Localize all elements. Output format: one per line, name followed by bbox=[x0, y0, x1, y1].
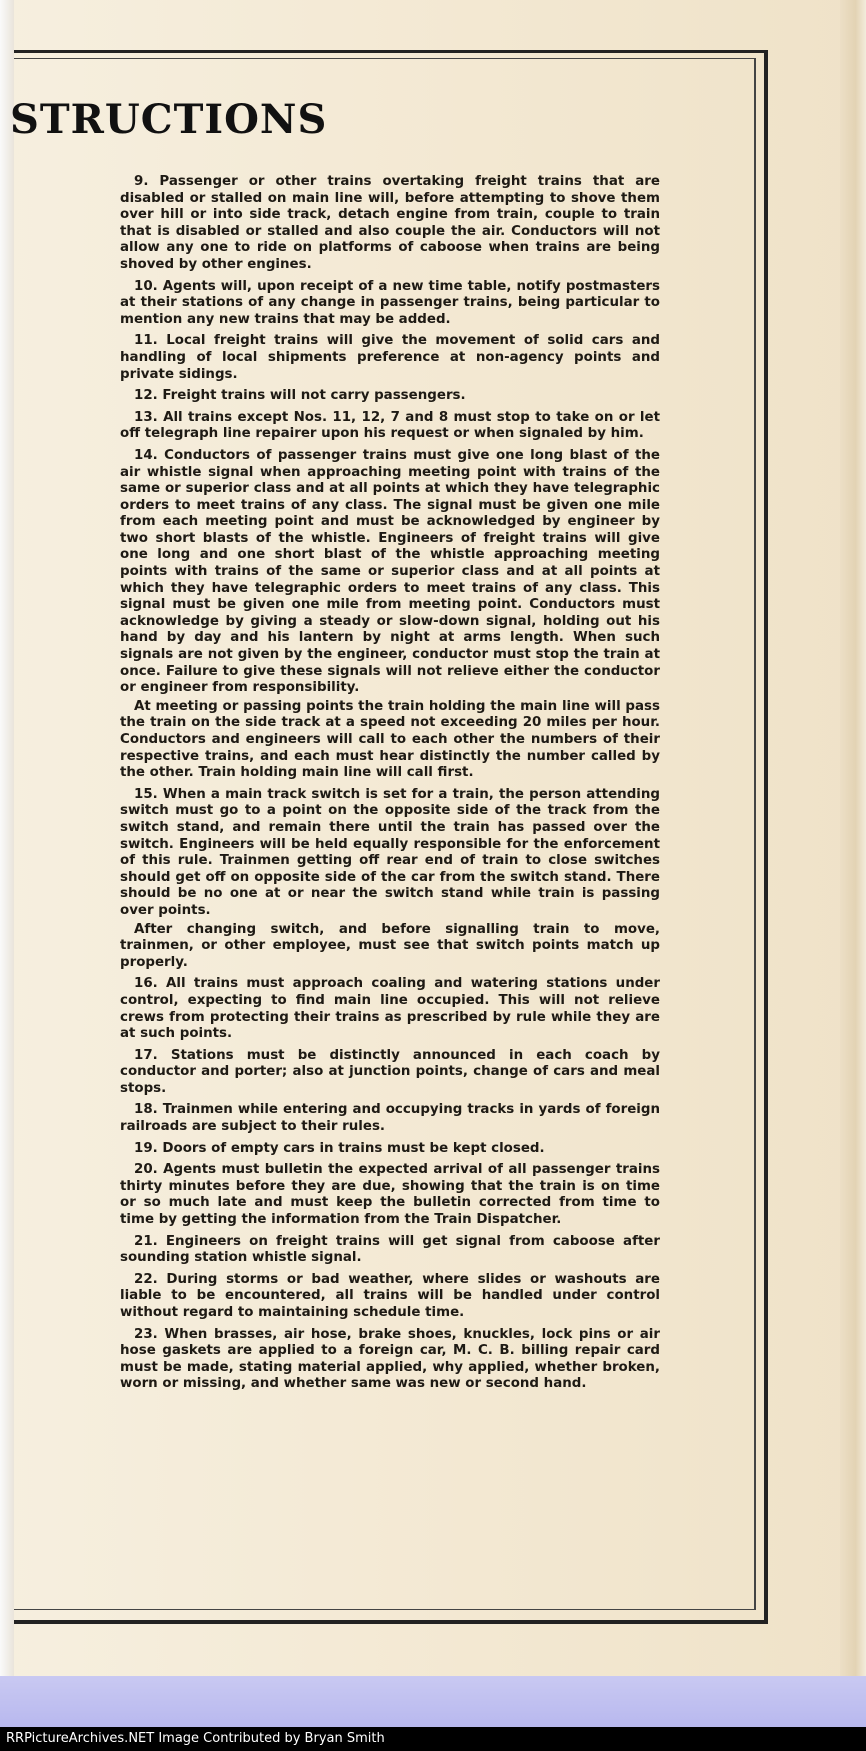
page-left-shadow bbox=[0, 0, 14, 1676]
rule-paragraph: After changing switch, and before signalling train to move, trainmen, or other employee, must see that switch points match up properly. bbox=[120, 921, 660, 970]
rules-text bbox=[120, 174, 660, 1398]
rule-paragraph: 10. Agents will, upon receipt of a new time table, notify postmasters at their stations of any change in passenger trains, being particular to mention any new trains that may be added. bbox=[120, 278, 660, 327]
rule-paragraph: 18. Trainmen while entering and occupying tracks in yards of foreign railroads are subject to their rules. bbox=[120, 1102, 660, 1135]
rule-paragraph: 19. Doors of empty cars in trains must be kept closed. bbox=[134, 1140, 545, 1156]
rule-paragraph: 14. Conductors of passenger trains must give one long blast of the air whistle signal when approaching meeting point with trains of the same or superior class and at all points at which they have telegraphic orders to meet trains of any class. The signal must be given one mile from each meeting point and must be acknowledged by engineer by two short blasts of the whistle. Engineers of freight trains will give one long and one short blast of the whistle approaching meeting points with trains of the same or superior class and at all points at which they have telegraphic orders to meet trains of any class. This signal must be given one mile from meeting point. Conductors must acknowledge by giving a steady or slow-down signal, holding out his hand by day and his lantern by night at arms length. When such signals are not given by the engineer, conductor must stop the train at once. Failure to give these signals will not relieve either the conductor or engineer from responsibility. bbox=[120, 447, 660, 696]
rule-paragraph: 16. All trains must approach coaling and watering stations under control, expecting to find main line occupied. This will not relieve crews from protecting their trains as prescribed by rule while they are at such points. bbox=[120, 976, 660, 1042]
rule-paragraph: At meeting or passing points the train holding the main line will pass the train on the side track at a speed not exceeding 20 miles per hour. Conductors and engineers will call to each other the numbers of their respective trains, and each must hear distinctly the number called by the other. Train holding main line will call first. bbox=[120, 698, 660, 781]
rule-paragraph: 15. When a main track switch is set for a train, the person attending switch must go to a point on the opposite side of the track from the switch stand, and remain there until the train has passed over the switch. Engineers will be held equally responsible for the enforcement of this rule. Trainmen getting off rear end of train to close switches should get off on opposite side of the car from the switch stand. There should be no one at or near the switch stand while train is passing over points. bbox=[120, 786, 660, 918]
rule-paragraph: 21. Engineers on freight trains will get signal from caboose after sounding station whistle signal. bbox=[120, 1233, 660, 1266]
image-credit: RRPictureArchives.NET Image Contributed by Bryan Smith bbox=[0, 1727, 866, 1751]
page-right-edge bbox=[840, 0, 866, 1676]
rule-paragraph: 12. Freight trains will not carry passengers. bbox=[134, 388, 466, 404]
rule-paragraph: 9. Passenger or other trains overtaking freight trains that are disabled or stalled on main line will, before attempting to shove them over hill or into side track, detach engine from train, couple to train that is disabled or stalled and also couple the air. Conductors will not allow any one to ride on platforms of caboose when trains are being shoved by other engines. bbox=[120, 174, 660, 272]
page-title: STRUCTIONS bbox=[10, 96, 328, 143]
rule-paragraph: 23. When brasses, air hose, brake shoes, knuckles, lock pins or air hose gaskets are applied to a foreign car, M. C. B. billing repair card must be made, stating material applied, why applied, whether broken, worn or missing, and whether same was new or second hand. bbox=[120, 1326, 660, 1392]
rule-paragraph: 17. Stations must be distinctly announced in each coach by conductor and porter; also at junction points, change of cars and meal stops. bbox=[120, 1047, 660, 1096]
rule-paragraph: 11. Local freight trains will give the movement of solid cars and handling of local shipments preference at non-agency points and private sidings. bbox=[120, 333, 660, 382]
rule-paragraph: 22. During storms or bad weather, where slides or washouts are liable to be encountered, all trains will be handled under control without regard to maintaining schedule time. bbox=[120, 1271, 660, 1320]
rule-paragraph: 20. Agents must bulletin the expected arrival of all passenger trains thirty minutes before they are due, showing that the train is on time or so much late and must keep the bulletin corrected from time to time by getting the information from the Train Dispatcher. bbox=[120, 1162, 660, 1228]
rule-paragraph: 13. All trains except Nos. 11, 12, 7 and 8 must stop to take on or let off telegraph line repairer upon his request or when signaled by him. bbox=[120, 409, 660, 442]
scan-footer-band bbox=[0, 1676, 866, 1727]
